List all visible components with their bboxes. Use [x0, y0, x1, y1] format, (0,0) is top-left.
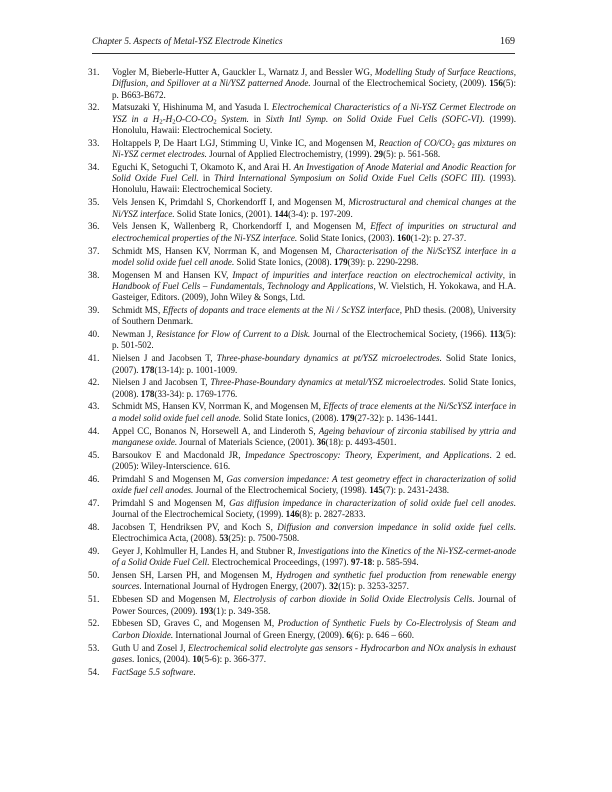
reference-text: [112, 401, 516, 422]
reference-title-segment: Gas conversion impedance: A test geometry effect in characterization of solid oxide fuel cell anodes.: [112, 473, 516, 496]
reference-segment: Matsuzaki Y, Hishinuma M, and Yasuda I.: [112, 102, 272, 113]
reference-segment: Ebbesen SD and Mogensen M,: [112, 594, 234, 605]
reference-item: [88, 162, 516, 196]
reference-number: 50.: [88, 570, 100, 581]
reference-title-segment: Effect of impurities on structural and electrochemical properties of the Ni-YSZ interface.: [112, 221, 516, 243]
reference-segment: (8): p. 2827-2833.: [299, 509, 366, 520]
subscript: 2: [159, 118, 163, 126]
reference-item: [88, 270, 516, 304]
reference-number: 48.: [88, 521, 100, 532]
reference-text: [112, 305, 516, 326]
reference-text: [112, 618, 516, 639]
reference-volume: 29: [374, 149, 384, 160]
reference-volume: 32: [329, 581, 339, 592]
reference-segment: Vogler M, Bieberle-Hutter A, Gauckler L, Warnatz J, and Bessler WG,: [112, 67, 375, 77]
reference-volume: 97-18: [350, 557, 373, 568]
reference-segment: Geyer J, Kohlmuller H, Landes H, and Stubner R,: [112, 546, 298, 557]
reference-number: 45.: [88, 449, 100, 460]
reference-number: 54.: [88, 666, 100, 677]
reference-segment: Solid State Ionics, (2003).: [297, 232, 397, 243]
reference-item: [88, 221, 516, 244]
reference-item: [88, 667, 516, 678]
reference-text: [112, 377, 516, 398]
reference-volume: 145: [369, 485, 383, 496]
reference-volume: 156: [489, 78, 503, 89]
reference-text: [112, 594, 516, 615]
reference-segment: Holtappels P, De Haart LGJ, Stimming U, Vinke IC, and Mogensen M,: [112, 137, 379, 148]
reference-item: [88, 67, 516, 101]
reference-segment: Newman J,: [112, 329, 157, 340]
reference-segment: (1999). Honolulu, Hawaii: Electrochemical Society.: [112, 113, 516, 135]
reference-volume: 144: [274, 208, 289, 219]
reference-item: [88, 522, 516, 545]
reference-volume: 53: [219, 533, 229, 544]
reference-segment: Jacobsen T, Hendriksen PV, and Koch S,: [112, 521, 278, 532]
reference-text: [112, 353, 516, 374]
reference-title-segment: Resistance for Flow of Current to a Disk.: [156, 329, 311, 340]
reference-number: 41.: [88, 353, 100, 364]
reference-title-segment: Three-Phase-Boundary dynamics at metal/YSZ microelectrodes.: [210, 377, 446, 388]
reference-text: [112, 329, 516, 350]
reference-segment: Primdahl S and Mogensen M,: [112, 497, 230, 508]
reference-text: [112, 426, 516, 447]
reference-volume: 178: [140, 364, 155, 375]
reference-text: [112, 221, 516, 242]
reference-title-segment: Reaction of CO/CO: [378, 137, 452, 148]
reference-number: 38.: [88, 269, 100, 280]
reference-volume: 193: [199, 605, 214, 616]
reference-segment: (5): p. 501-502.: [112, 329, 517, 351]
reference-segment: Schmidt MS, Hansen KV, Norrman K, and Mogensen M,: [112, 401, 324, 412]
reference-item: [88, 305, 516, 328]
reference-volume: 10: [192, 653, 202, 664]
reference-segment: (33-34): p. 1769-1776.: [154, 388, 238, 399]
reference-segment: (39): p. 2290-2298.: [347, 256, 419, 267]
reference-volume: 178: [140, 388, 155, 399]
reference-number: 51.: [88, 594, 100, 605]
reference-number: 49.: [88, 546, 100, 557]
reference-segment: (27-32): p. 1436-1441.: [354, 412, 438, 423]
reference-number: 40.: [88, 329, 100, 340]
reference-title-segment: FactSage 5.5 software: [112, 666, 194, 677]
reference-number: 35.: [88, 197, 100, 208]
reference-segment: Barsoukov E and Macdonald JR,: [112, 449, 246, 460]
reference-segment: in: [248, 113, 266, 124]
reference-segment: Electrochimica Acta, (2008).: [112, 533, 220, 544]
reference-segment: Solid State Ionics, (2008).: [234, 256, 335, 267]
reference-title-segment: Production of Synthetic Fuels by Co-Electrolysis of Steam and Carbon Dioxide.: [112, 618, 516, 640]
reference-item: [88, 643, 516, 666]
reference-number: 34.: [88, 161, 100, 172]
reference-volume: 113: [489, 329, 503, 340]
reference-text: [112, 546, 516, 567]
reference-segment: , in: [502, 269, 516, 280]
reference-title-segment: Gas diffusion impedance in characterization of solid oxide fuel cell anodes.: [229, 497, 516, 508]
reference-text: [112, 102, 516, 135]
reference-number: 39.: [88, 305, 100, 315]
reference-item: [88, 618, 516, 641]
reference-number: 37.: [88, 245, 100, 256]
reference-segment: in: [198, 173, 215, 184]
reference-segment: .: [193, 666, 196, 677]
reference-segment: Solid State Ionics, (2008).: [112, 377, 516, 399]
reference-segment: (1993). Honolulu, Hawaii: Electrochemical Society.: [112, 173, 517, 195]
reference-list: [88, 67, 516, 679]
reference-item: [88, 329, 516, 352]
reference-volume: 146: [285, 509, 300, 520]
reference-number: 44.: [88, 425, 100, 436]
reference-segment: (13-14): p. 1001-1009.: [154, 364, 238, 375]
reference-segment: Eguchi K, Setoguchi T, Okamoto K, and Arai H.: [112, 161, 294, 172]
reference-segment: International Journal of Hydrogen Energy, (2007).: [141, 581, 330, 592]
subscript: 2: [213, 118, 217, 126]
reference-text: [112, 522, 516, 543]
reference-item: [88, 102, 516, 136]
reference-segment: Vels Jensen K, Wallenberg R, Chorkendorff I, and Mogensen M,: [112, 221, 371, 232]
reference-segment: (3-4): p. 197-209.: [288, 208, 353, 219]
reference-segment: Primdahl S and Mogensen M,: [112, 473, 227, 484]
reference-text: [112, 270, 516, 303]
reference-segment: Vels Jensen K, Primdahl S, Chorkendorff I, and Mogensen M,: [112, 197, 349, 208]
reference-segment: Guth U and Zosel J,: [112, 642, 188, 653]
reference-title-segment: An Investigation of Anode Material and Anodic Reaction for Solid Oxide Fuel Cell.: [112, 161, 517, 184]
reference-text: [112, 570, 516, 591]
running-title: Chapter 5. Aspects of Metal-YSZ Electrode Kinetics: [92, 36, 283, 46]
reference-segment: (7): p. 2431-2438.: [382, 485, 450, 496]
reference-title-segment: Electrochemical solid electrolyte gas sensors - Hydrocarbon and NOx analysis in exhaust gases.: [112, 642, 516, 664]
reference-item: [88, 570, 516, 593]
reference-title-segment: Diffusion and conversion impedance in solid oxide fuel cells.: [277, 521, 516, 532]
reference-title-segment: Investigations into the Kinetics of the Ni-YSZ-cermet-anode of a Solid Oxide Fuel Cell.: [112, 546, 516, 568]
reference-item: [88, 450, 516, 473]
reference-segment: Solid State Ionics, (2008).: [241, 412, 341, 423]
reference-title-segment: Modelling Study of Surface Reactions, Diffusion, and Spillover at a Ni/YSZ patterned Anode.: [112, 67, 516, 89]
reference-item: [88, 498, 516, 521]
reference-segment: Appel CC, Bonanos N, Horsewell A, and Linderoth S,: [112, 425, 319, 436]
reference-segment: Journal of the Electrochemical Society, (1966).: [310, 329, 490, 340]
reference-segment: Jensen SH, Larsen PH, and Mogensen M,: [112, 570, 277, 581]
reference-number: 36.: [88, 221, 100, 232]
reference-item: [88, 474, 516, 497]
reference-segment: Solid State Ionics, (2001).: [174, 208, 275, 219]
reference-title-segment: Hydrogen and synthetic fuel production from renewable energy sources.: [112, 570, 516, 592]
reference-text: [112, 162, 516, 195]
reference-title-segment: System.: [216, 113, 249, 124]
reference-number: 32.: [88, 102, 100, 113]
reference-title-segment: gas mixtures on Ni-YSZ cermet electrodes.: [112, 137, 516, 160]
reference-text: [112, 474, 516, 495]
reference-segment: (6): p. 646 – 660.: [350, 629, 415, 640]
reference-title-segment: Microstructural and chemical changes at the Ni/YSZ interface.: [112, 197, 516, 219]
reference-number: 43.: [88, 401, 100, 412]
reference-segment: Solid State Ionics, (2007).: [112, 353, 516, 375]
reference-text: [112, 643, 516, 664]
reference-item: [88, 401, 516, 424]
reference-number: 31.: [88, 67, 100, 77]
reference-volume: 160: [397, 232, 411, 243]
reference-segment: Electrochemical Proceedings, (1997).: [209, 557, 351, 568]
reference-item: [88, 246, 516, 269]
reference-title-segment: -H: [162, 113, 173, 124]
reference-segment: Mogensen M and Hansen KV,: [112, 269, 233, 280]
subscript: 2: [451, 142, 455, 150]
reference-text: [112, 67, 516, 100]
reference-segment: : p. 585-594.: [372, 557, 419, 568]
reference-segment: . 2 ed. (2005): Wiley-Interscience. 616.: [112, 449, 516, 471]
reference-number: 46.: [88, 473, 100, 484]
header-rule: [92, 53, 515, 54]
reference-segment: Schmidt MS,: [112, 305, 163, 315]
reference-segment: Schmidt MS, Hansen KV, Norrman K, and Mogensen M,: [112, 245, 336, 256]
reference-item: [88, 594, 516, 617]
reference-segment: (25): p. 7500-7508.: [228, 533, 300, 544]
reference-segment: (5): p. 561-568.: [383, 149, 441, 160]
reference-item: [88, 353, 516, 376]
reference-title-segment: Electrolysis of carbon dioxide in Solid Oxide Electrolysis Cells.: [233, 594, 475, 605]
reference-number: 47.: [88, 497, 100, 508]
reference-text: [112, 450, 516, 471]
reference-volume: 36: [316, 436, 326, 447]
reference-segment: , W. Vielstich, H. Yokokawa, and H.A. Gasteiger, Editors. (2009), John Wiley & Songs, Ltd.: [112, 280, 516, 303]
reference-title-segment: O-CO-CO: [175, 113, 214, 124]
reference-segment: Ebbesen SD, Graves C, and Mogensen M,: [112, 618, 278, 629]
reference-number: 33.: [88, 137, 100, 148]
reference-segment: Nielsen J and Jacobsen T,: [112, 353, 217, 364]
reference-segment: (5): p. B663-B672.: [112, 78, 516, 100]
reference-text: [112, 138, 516, 159]
reference-text: [112, 667, 196, 677]
reference-segment: Journal of the Electrochemical Society, (1999).: [112, 509, 286, 520]
reference-title-segment: Ageing behaviour of zirconia stabilised by yttria and manganese oxide.: [112, 425, 517, 447]
reference-segment: Journal of the Electrochemical Society, (1998).: [193, 485, 370, 496]
reference-title-segment: Effects of dopants and trace elements at the Ni / ScYSZ interface: [162, 305, 400, 315]
reference-title-segment: Third International Symposium on Solid Oxide Fuel Cells (SOFC III).: [214, 173, 486, 184]
reference-title-segment: Sixth Intl Symp. on Solid Oxide Fuel Cells (SOFC-VI).: [265, 113, 485, 124]
reference-segment: (18): p. 4493-4501.: [325, 436, 397, 447]
reference-segment: International Journal of Green Energy, (2009).: [173, 629, 347, 640]
reference-item: [88, 546, 516, 569]
reference-number: 52.: [88, 618, 100, 629]
reference-text: [112, 246, 516, 267]
reference-segment: Journal of the Electrochemical Society, (2009).: [310, 78, 490, 89]
reference-text: [112, 197, 516, 218]
reference-segment: Journal of Materials Science, (2001).: [177, 436, 317, 447]
reference-segment: (1-2): p. 27-37.: [410, 232, 467, 243]
reference-number: 42.: [88, 377, 100, 388]
reference-item: [88, 138, 516, 161]
reference-text: [112, 498, 516, 519]
reference-segment: Journal of Applied Electrochemistry, (1999).: [206, 149, 374, 160]
reference-title-segment: Electrochemical Characteristics of a Ni-YSZ Cermet Electrode on YSZ in a H: [112, 102, 516, 124]
reference-segment: , PhD thesis. (2008), University of Southern Denmark.: [112, 305, 517, 327]
reference-segment: Nielsen J and Jacobsen T,: [112, 377, 211, 388]
reference-volume: 6: [346, 629, 351, 640]
reference-title-segment: Characterisation of the Ni/ScYSZ interface in a model solid oxide fuel cell anode.: [112, 245, 516, 267]
reference-item: [88, 426, 516, 449]
reference-item: [88, 377, 516, 400]
subscript: 2: [172, 118, 176, 126]
reference-volume: 179: [334, 256, 348, 267]
reference-title-segment: Effects of trace elements at the Ni/ScYSZ interface in a model solid oxide fuel cell anode.: [112, 401, 516, 423]
reference-segment: (5-6): p. 366-377.: [201, 653, 267, 664]
reference-segment: Ionics, (2004).: [134, 653, 193, 664]
reference-segment: Journal of Power Sources, (2009).: [112, 594, 516, 616]
reference-title-segment: Impedance Spectroscopy: Theory, Experiment, and Applications: [245, 449, 490, 460]
reference-title-segment: Three-phase-boundary dynamics at pt/YSZ microelectrodes.: [216, 353, 442, 364]
reference-title-segment: Handbook of Fuel Cells – Fundamentals, Technology and Applications: [112, 280, 374, 291]
reference-item: [88, 197, 516, 220]
reference-title-segment: Impact of impurities and interface reaction on electrochemical activity: [232, 269, 503, 280]
reference-segment: (15): p. 3253-3257.: [338, 581, 409, 592]
page-number: 169: [500, 36, 515, 47]
reference-volume: 179: [340, 412, 355, 423]
page-header: [92, 36, 515, 50]
reference-segment: (1): p. 349-358.: [213, 605, 271, 616]
reference-number: 53.: [88, 642, 100, 653]
